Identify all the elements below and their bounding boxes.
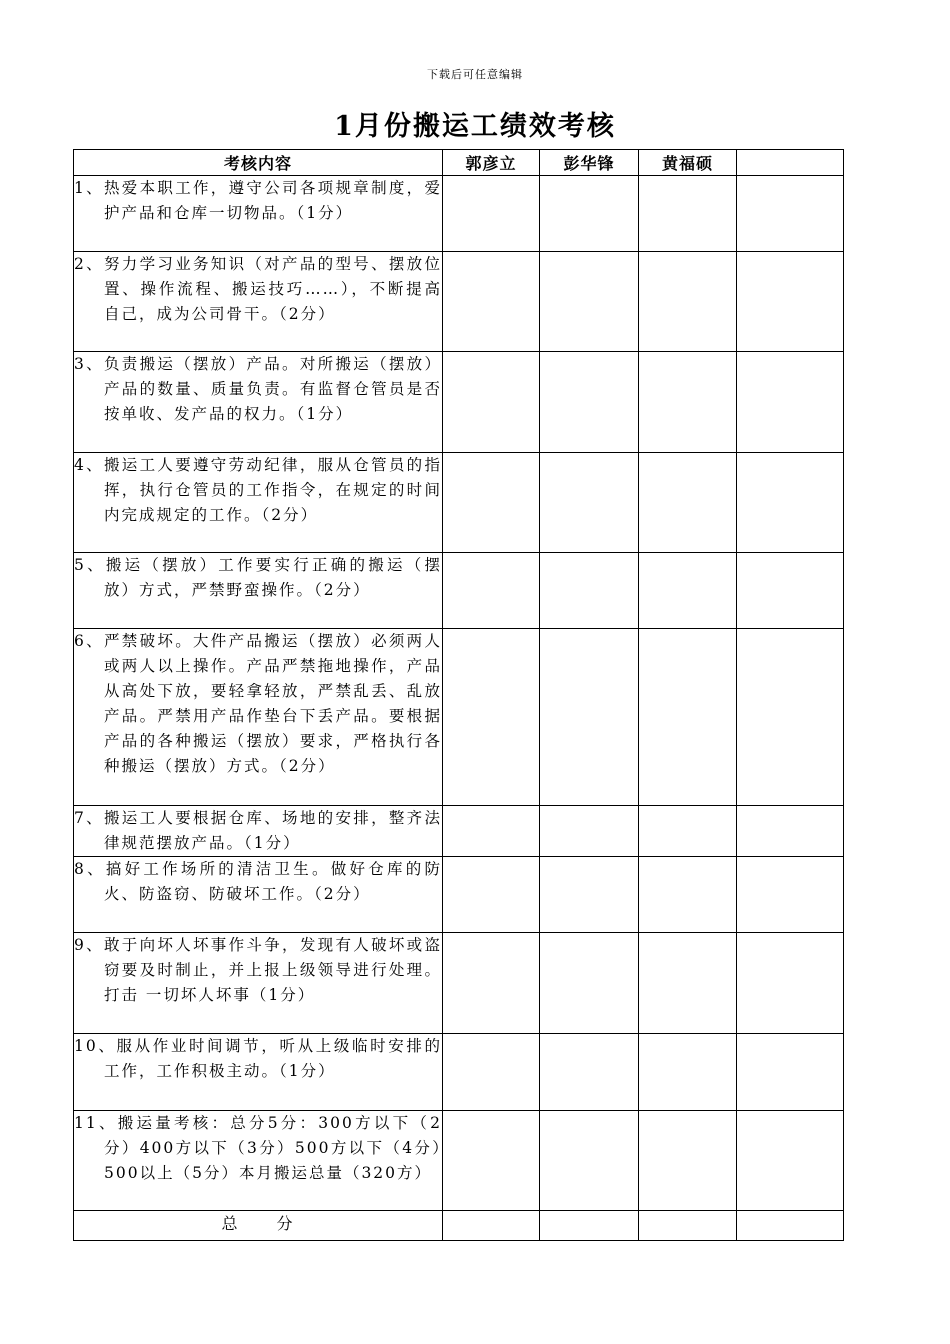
assessment-table	[73, 149, 844, 1241]
total-label: 总 分	[74, 1211, 443, 1241]
table-row	[74, 453, 844, 553]
total-score-cell[interactable]	[540, 1211, 639, 1241]
score-cell[interactable]	[540, 1034, 639, 1111]
score-cell[interactable]	[639, 806, 737, 857]
table-row	[74, 352, 844, 453]
total-score-cell[interactable]	[443, 1211, 540, 1241]
criterion-text: 11、搬运量考核：总分5分：300方以下（2分）400方以下（3分）500方以下（4分）500以上（5分）本月搬运总量（320方）	[74, 1114, 442, 1182]
score-cell[interactable]	[639, 352, 737, 453]
score-cell[interactable]	[639, 1034, 737, 1111]
criterion-text: 6、严禁破坏。大件产品搬运（摆放）必须两人或两人以上操作。产品严禁拖地操作，产品从高处下放，要轻拿轻放，严禁乱丢、乱放产品。严禁用产品作垫台下丢产品。要根据产品的各种搬运（摆放）要求，严格执行各种搬运（摆放）方式。（2分）	[74, 632, 442, 775]
score-cell[interactable]	[737, 252, 844, 352]
page-title: 1月份搬运工绩效考核	[334, 111, 616, 142]
criterion-text: 7、搬运工人要根据仓库、场地的安排，整齐法律规范摆放产品。（1分）	[74, 809, 442, 852]
table-row	[74, 1111, 844, 1211]
score-cell[interactable]	[639, 1111, 737, 1211]
score-cell[interactable]	[443, 252, 540, 352]
score-cell[interactable]	[540, 453, 639, 553]
header-employee-3: 黄福硕	[639, 150, 737, 176]
score-cell[interactable]	[540, 252, 639, 352]
score-cell[interactable]	[443, 352, 540, 453]
score-cell[interactable]	[443, 806, 540, 857]
score-cell[interactable]	[443, 1111, 540, 1211]
score-cell[interactable]	[737, 1034, 844, 1111]
score-cell[interactable]	[639, 629, 737, 806]
score-cell[interactable]	[639, 553, 737, 629]
criterion-text: 10、服从作业时间调节，听从上级临时安排的工作，工作积极主动。（1分）	[74, 1037, 442, 1080]
table-row	[74, 857, 844, 933]
score-cell[interactable]	[737, 1111, 844, 1211]
table-row	[74, 176, 844, 252]
criterion-text: 2、努力学习业务知识（对产品的型号、摆放位置、操作流程、搬运技巧……），不断提高自己，成为公司骨干。（2分）	[74, 255, 442, 323]
criterion-text: 4、搬运工人要遵守劳动纪律，服从仓管员的指挥，执行仓管员的工作指令，在规定的时间内完成规定的工作。（2分）	[74, 456, 442, 524]
score-cell[interactable]	[737, 553, 844, 629]
score-cell[interactable]	[443, 857, 540, 933]
score-cell[interactable]	[737, 453, 844, 553]
table-row	[74, 252, 844, 352]
total-score-cell[interactable]	[737, 1211, 844, 1241]
score-cell[interactable]	[737, 352, 844, 453]
table-row	[74, 933, 844, 1034]
score-cell[interactable]	[443, 933, 540, 1034]
score-cell[interactable]	[540, 629, 639, 806]
table-row	[74, 806, 844, 857]
header-content: 考核内容	[74, 150, 443, 176]
header-blank	[737, 150, 844, 176]
table-row	[74, 553, 844, 629]
score-cell[interactable]	[639, 252, 737, 352]
table-row	[74, 629, 844, 806]
score-cell[interactable]	[443, 629, 540, 806]
score-cell[interactable]	[443, 1034, 540, 1111]
score-cell[interactable]	[540, 933, 639, 1034]
score-cell[interactable]	[540, 1111, 639, 1211]
header-employee-1: 郭彦立	[443, 150, 540, 176]
score-cell[interactable]	[639, 933, 737, 1034]
header-employee-2: 彭华锋	[540, 150, 639, 176]
score-cell[interactable]	[737, 857, 844, 933]
score-cell[interactable]	[737, 806, 844, 857]
score-cell[interactable]	[737, 176, 844, 252]
score-cell[interactable]	[737, 933, 844, 1034]
table-row	[74, 1034, 844, 1111]
criterion-text: 1、热爱本职工作，遵守公司各项规章制度，爱护产品和仓库一切物品。（1分）	[74, 179, 442, 222]
score-cell[interactable]	[443, 453, 540, 553]
score-cell[interactable]	[540, 806, 639, 857]
score-cell[interactable]	[443, 553, 540, 629]
total-score-cell[interactable]	[639, 1211, 737, 1241]
criterion-text: 9、敢于向坏人坏事作斗争，发现有人破坏或盗窃要及时制止，并上报上级领导进行处理。打击 一切坏人坏事（1分）	[74, 936, 442, 1004]
score-cell[interactable]	[443, 176, 540, 252]
criterion-text: 8、搞好工作场所的清洁卫生。做好仓库的防火、防盗窃、防破坏工作。（2分）	[74, 860, 442, 903]
criterion-text: 3、负责搬运（摆放）产品。对所搬运（摆放）产品的数量、质量负责。有监督仓管员是否按单收、发产品的权力。（1分）	[74, 355, 442, 423]
total-row	[74, 1211, 844, 1241]
score-cell[interactable]	[737, 629, 844, 806]
score-cell[interactable]	[540, 352, 639, 453]
score-cell[interactable]	[540, 857, 639, 933]
score-cell[interactable]	[540, 553, 639, 629]
score-cell[interactable]	[639, 176, 737, 252]
criterion-text: 5、搬运（摆放）工作要实行正确的搬运（摆放）方式，严禁野蛮操作。（2分）	[74, 556, 442, 599]
score-cell[interactable]	[540, 176, 639, 252]
score-cell[interactable]	[639, 453, 737, 553]
table-header-row	[74, 150, 844, 176]
header-note: 下载后可任意编辑	[427, 68, 523, 81]
score-cell[interactable]	[639, 857, 737, 933]
